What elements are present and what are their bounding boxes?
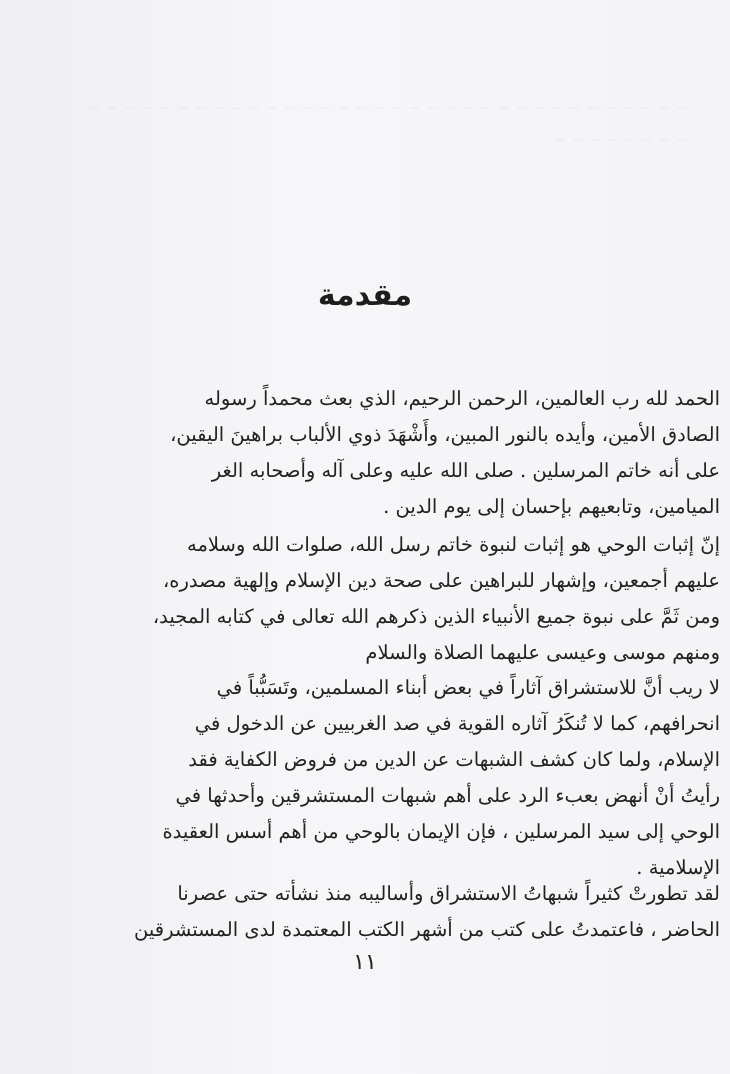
text-line: لقد تطورتْ كثيراً شبهاتُ الاستشراق وأساليبه منذ نشأته حتى عصرنا [177, 882, 720, 905]
paragraph-3 [82, 670, 720, 886]
text-line: رأيتُ أنْ أنهض بعبء الرد على أهم شبهات المستشرقين وأحدثها في [175, 784, 720, 807]
text-line: الميامين، وتابعيهم بإحسان إلى يوم الدين . [383, 495, 720, 518]
text-line: عليهم أجمعين، وإشهار للبراهين على صحة دين الإسلام وإلهية مصدره، [163, 569, 720, 592]
bleed-through-shadow: ~ ~ ~ ~ ~ ~ ~ ~ ~ ~ ~ ~ ~ ~ ~ ~ ~ ~ ~ ~ ~ ~ ~ ~ ~ ~ ~ ~ ~ ~ ~ ~ ~ ~ ~ ~ ~ ~ ~ ~ ~ ~ [83, 99, 688, 149]
text-line: الإسلام، ولما كان كشف الشبهات عن الدين من فروض الكفاية فقد [188, 748, 720, 771]
text-line: على أنه خاتم المرسلين . صلى الله عليه وعلى آله وأصحابه الغر [211, 459, 720, 482]
paragraph-2 [82, 527, 720, 671]
text-line: الصادق الأمين، وأيده بالنور المبين، وأَشْهَدَ ذوي الألباب براهينَ اليقين، [170, 423, 720, 446]
text-line: الحمد لله رب العالمين، الرحمن الرحيم، الذي بعث محمداً رسوله [204, 387, 720, 410]
paragraph-4 [82, 876, 720, 948]
text-line: لا ريب أنَّ للاستشراق آثاراً في بعض أبناء المسلمين، وتَسَبُّباً في [216, 676, 720, 699]
page-number: ١١ [353, 950, 377, 975]
page-title: مقدمة [317, 278, 413, 313]
paragraph-1 [82, 381, 720, 525]
text-line: انحرافهم، كما لا تُنكَرُ آثاره القوية في صد الغربيين عن الدخول في [194, 712, 720, 735]
text-line: الحاضر ، فاعتمدتُ على كتب من أشهر الكتب المعتمدة لدى المستشرقين [134, 918, 720, 941]
text-line: الوحي إلى سيد المرسلين ، فإن الإيمان بالوحي من أهم أسس العقيدة [162, 820, 720, 843]
text-line: إنّ إثبات الوحي هو إثبات لنبوة خاتم رسل الله، صلوات الله وسلامه [187, 533, 720, 556]
text-line: الإسلامية . [636, 856, 720, 879]
text-line: ومنهم موسى وعيسى عليهما الصلاة والسلام [365, 641, 720, 664]
text-line: ومن ثَمَّ على نبوة جميع الأنبياء الذين ذكرهم الله تعالى في كتابه المجيد، [152, 605, 720, 628]
